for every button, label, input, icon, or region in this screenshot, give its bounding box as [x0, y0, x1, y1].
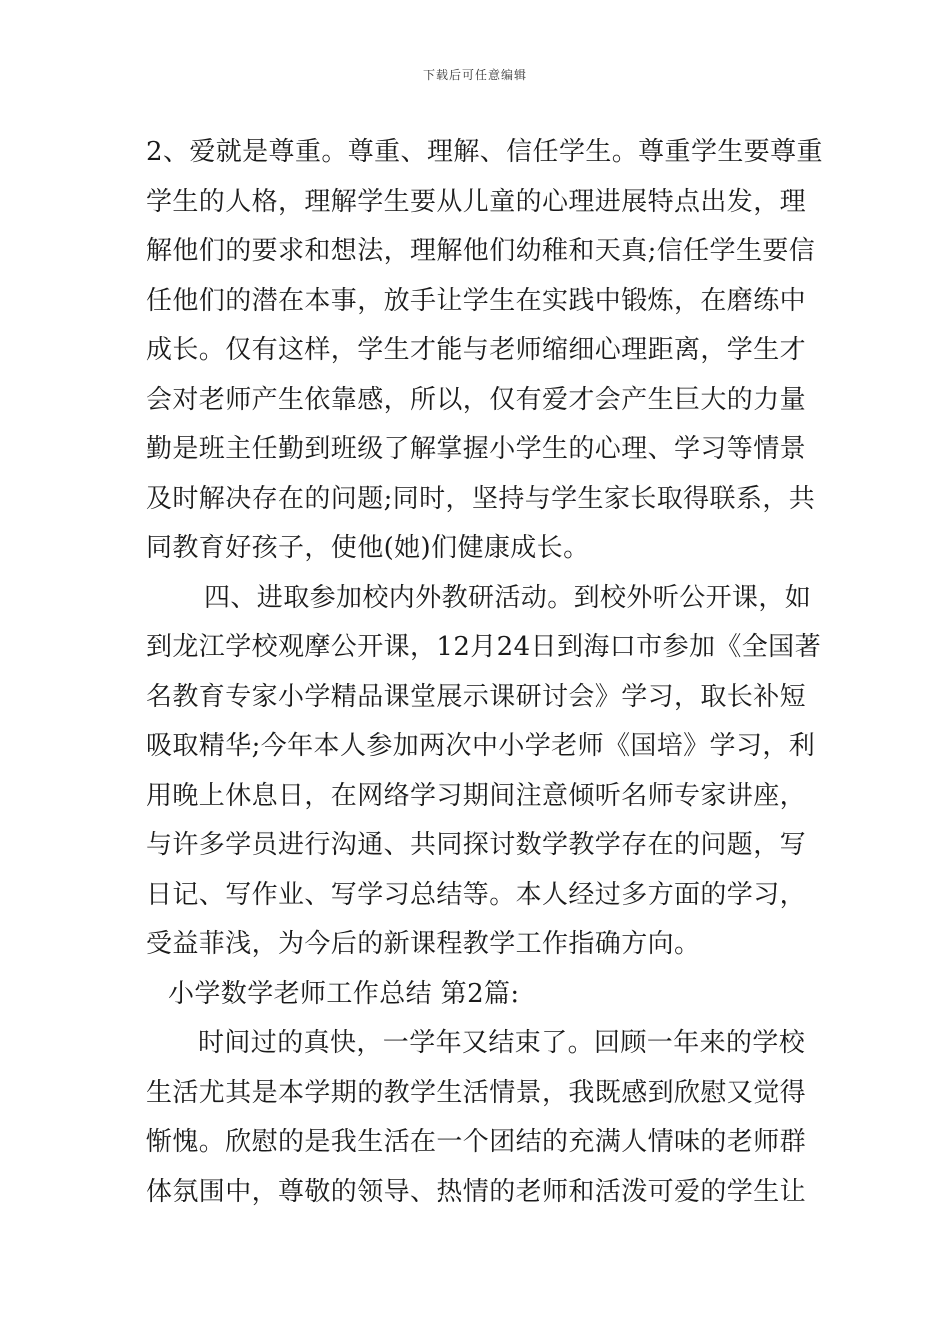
text-line: 及时解决存在的问题;同时，坚持与学生家长取得联系，共 [146, 483, 816, 514]
text-line: 会对老师产生依靠感，所以，仅有爱才会产生巨大的力量 [146, 384, 807, 415]
text-line: 2、爱就是尊重。尊重、理解、信任学生。尊重学生要尊重 [146, 137, 823, 167]
text-line: 同教育好孩子，使他(她)们健康成长。 [146, 533, 590, 563]
section-heading: 小学数学老师工作总结 第2篇: [168, 978, 520, 1009]
page-header-note: 下载后可任意编辑 [422, 68, 527, 82]
text-line: 勤是班主任勤到班级了解掌握小学生的心理、学习等情景 [146, 434, 807, 464]
text-line: 学生的人格，理解学生要从儿童的心理进展特点出发，理 [146, 186, 807, 217]
text-line: 受益菲浅，为今后的新课程教学工作指确方向。 [146, 929, 701, 959]
text-line: 日记、写作业、写学习总结等。本人经过多方面的学习， [146, 879, 807, 910]
text-line: 成长。仅有这样，学生才能与老师缩细心理距离，学生才 [146, 335, 807, 365]
document-body [146, 128, 823, 1217]
paragraph-start-line: 时间过的真快，一学年又结束了。回顾一年来的学校 [198, 1028, 806, 1058]
text-line: 与许多学员进行沟通、共同探讨数学教学存在的问题，写 [146, 830, 807, 860]
text-line: 惭愧。欣慰的是我生活在一个团结的充满人情味的老师群 [146, 1127, 807, 1157]
text-line: 用晚上休息日，在网络学习期间注意倾听名师专家讲座， [146, 780, 807, 811]
text-line: 体氛围中，尊敬的领导、热情的老师和活泼可爱的学生让 [146, 1176, 807, 1207]
text-line: 吸取精华;今年本人参加两次中小学老师《国培》学习，利 [146, 731, 816, 761]
text-line: 名教育专家小学精品课堂展示课研讨会》学习，取长补短 [146, 681, 807, 712]
paragraph-start-line: 四、进取参加校内外教研活动。到校外听公开课，如 [204, 582, 812, 613]
text-line: 解他们的要求和想法，理解他们幼稚和天真;信任学生要信 [146, 236, 816, 266]
text-line: 到龙江学校观摩公开课，12月24日到海口市参加《全国著 [146, 632, 821, 662]
text-line: 任他们的潜在本事，放手让学生在实践中锻炼，在磨练中 [146, 285, 807, 316]
text-line: 生活尤其是本学期的教学生活情景，我既感到欣慰又觉得 [146, 1077, 807, 1108]
